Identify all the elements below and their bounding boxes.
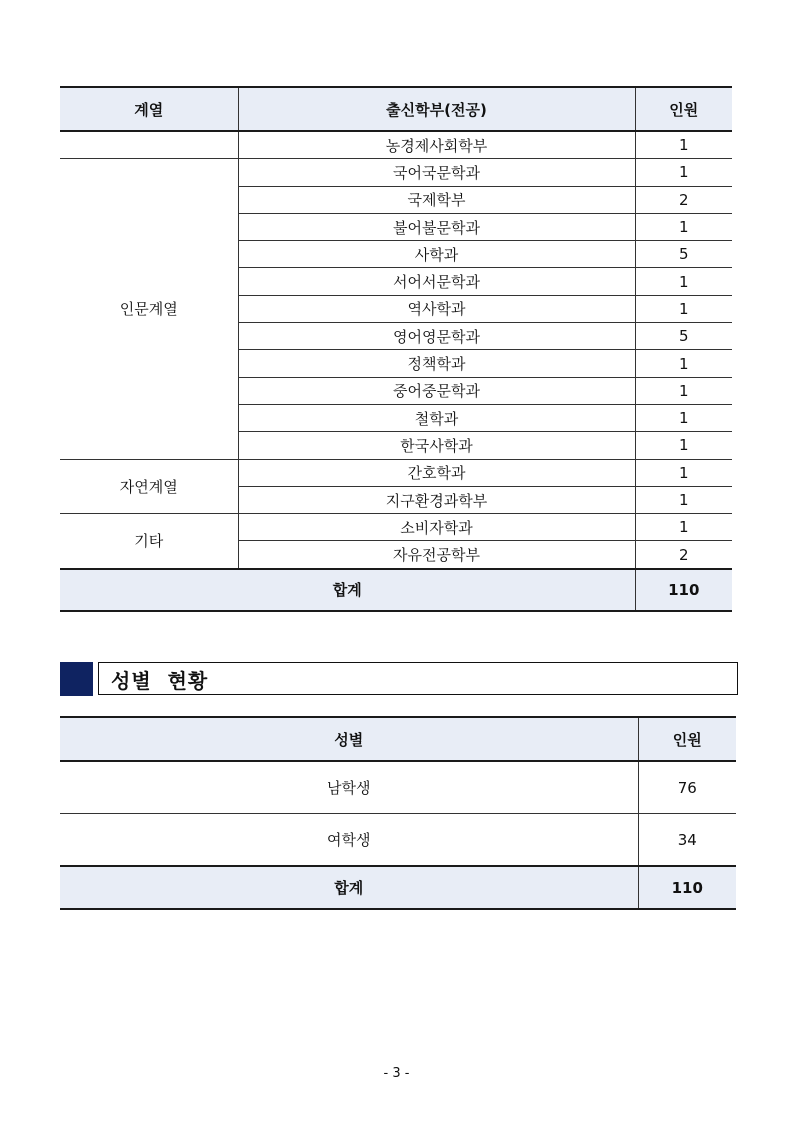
- count-cell: 5: [635, 241, 732, 268]
- total-row: [60, 866, 736, 909]
- table-row: [60, 131, 732, 159]
- major-cell: 지구환경과학부: [238, 486, 635, 513]
- category-cell: 자연계열: [60, 459, 238, 514]
- count-cell: 1: [635, 295, 732, 322]
- major-cell: 정책학과: [238, 350, 635, 377]
- major-cell: 간호학과: [238, 459, 635, 486]
- header-gender: 성별: [60, 717, 638, 761]
- table-row: [60, 159, 732, 186]
- major-cell: 국어국문학과: [238, 159, 635, 186]
- header-category: 계열: [60, 87, 238, 131]
- major-cell: 서어서문학과: [238, 268, 635, 295]
- count-cell: 76: [638, 761, 736, 814]
- total-label: 합계: [60, 866, 638, 909]
- header-major: 출신학부(전공): [238, 87, 635, 131]
- major-cell: 농경제사회학부: [238, 131, 635, 159]
- table-row: [60, 814, 736, 867]
- count-cell: 1: [635, 432, 732, 459]
- total-value: 110: [635, 569, 732, 611]
- major-cell: 불어불문학과: [238, 213, 635, 240]
- table-body: [60, 761, 736, 909]
- count-cell: 1: [635, 350, 732, 377]
- table-header-row: [60, 87, 732, 131]
- page-number: - 3 -: [383, 1066, 410, 1081]
- count-cell: 1: [635, 377, 732, 404]
- gender-cell: 남학생: [60, 761, 638, 814]
- count-cell: 2: [635, 186, 732, 213]
- table-header-row: [60, 717, 736, 761]
- count-cell: 5: [635, 323, 732, 350]
- count-cell: 1: [635, 131, 732, 159]
- section-title-box: [98, 662, 738, 695]
- major-cell: 영어영문학과: [238, 323, 635, 350]
- count-cell: 1: [635, 159, 732, 186]
- major-distribution-table: [60, 86, 732, 612]
- major-cell: 역사학과: [238, 295, 635, 322]
- major-cell: 철학과: [238, 404, 635, 431]
- count-cell: 2: [635, 541, 732, 569]
- major-cell: 소비자학과: [238, 514, 635, 541]
- total-row: [60, 569, 732, 611]
- major-cell: 국제학부: [238, 186, 635, 213]
- header-count: 인원: [638, 717, 736, 761]
- count-cell: 1: [635, 268, 732, 295]
- section-title: 성별 현황: [111, 669, 209, 693]
- table-row: [60, 761, 736, 814]
- section-marker: [60, 662, 93, 696]
- total-value: 110: [638, 866, 736, 909]
- count-cell: 1: [635, 514, 732, 541]
- category-cell: [60, 131, 238, 159]
- category-cell: 인문계열: [60, 159, 238, 459]
- table-row: [60, 514, 732, 541]
- table-row: [60, 459, 732, 486]
- count-cell: 1: [635, 486, 732, 513]
- header-count: 인원: [635, 87, 732, 131]
- major-cell: 자유전공학부: [238, 541, 635, 569]
- table-body: [60, 131, 732, 611]
- count-cell: 34: [638, 814, 736, 867]
- major-cell: 중어중문학과: [238, 377, 635, 404]
- category-cell: 기타: [60, 514, 238, 569]
- count-cell: 1: [635, 213, 732, 240]
- count-cell: 1: [635, 404, 732, 431]
- gender-cell: 여학생: [60, 814, 638, 867]
- major-cell: 사학과: [238, 241, 635, 268]
- count-cell: 1: [635, 459, 732, 486]
- gender-distribution-table: [60, 716, 736, 910]
- total-label: 합계: [60, 569, 635, 611]
- major-cell: 한국사학과: [238, 432, 635, 459]
- section-heading: [60, 662, 738, 696]
